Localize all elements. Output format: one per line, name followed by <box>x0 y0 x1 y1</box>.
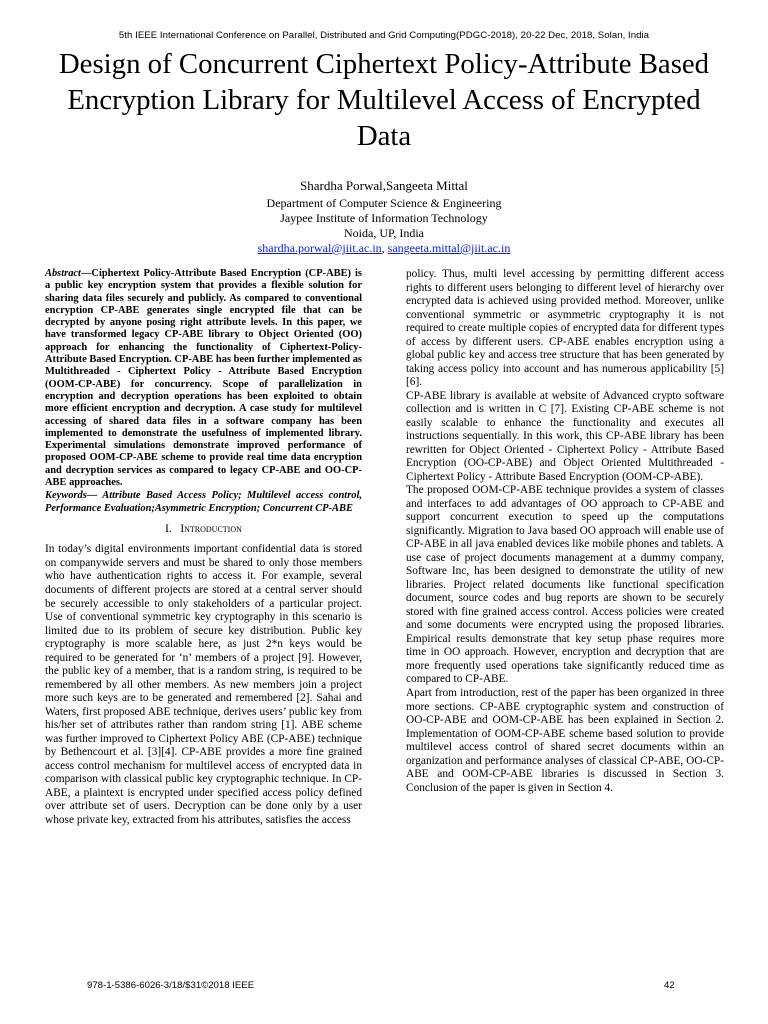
body-paragraph-4: Apart from introduction, rest of the paper has been organized in three more sections. CP-ABE cryptographic system and construction of OO-CP-ABE and OOM-CP-ABE has been explained in Section 2. Implementation of OOM-CP-ABE scheme based solution to provide multilevel access control of shared secret documents within an organization and performance analyses of classical CP-ABE, OO-CP-ABE and OOM-CP-ABE libraries is discussed in Section 3. Conclusion of the paper is given in Section 4. <box>406 686 724 794</box>
section-heading-introduction <box>45 523 362 537</box>
affiliation-location: Noida, UP, India <box>344 226 424 240</box>
email-separator: , <box>381 241 388 255</box>
body-paragraph-2: CP-ABE library is available at website of Advanced crypto software collection and is written in C [7]. Existing CP-ABE scheme is not easily scalable to enhance the functionality and executes all instructions sequentially. In this work, this CP-ABE library has been rewritten for Object Oriented - Ciphertext Policy - Attribute Based Encryption (OO-CP-ABE) and Object Oriented Multithreaded - Ciphertext Policy - Attribute Based Encryption (OOM-CP-ABE). <box>406 389 724 483</box>
abstract-label: Abstract <box>45 268 81 279</box>
conference-header: 5th IEEE International Conference on Parallel, Distributed and Grid Computing(PDGC-2018), 20-22 Dec, 2018, Solan, India <box>118 30 650 41</box>
author-names: Shardha Porwal,Sangeeta Mittal <box>300 178 468 193</box>
section-number: I. <box>165 522 172 535</box>
body-paragraph-3: The proposed OOM-CP-ABE technique provides a system of classes and interfaces to add advantages of OO approach to CP-ABE and support concurrent execution to speed up the computations significantly. Migration to Java based OO approach will enable use of CP-ABE in all java enabled devices like mobile phones and tablets. A use case of project documents management at a dummy company, Software Inc, has been designed to demonstrate the utility of new libraries. Project related documents like functional specification document, source codes and bug reports are shown to be securely stored with fine grained access control. Access policies were created and some documents were encrypted using the proposed libraries. Empirical results demonstrate that key setup phase requires more time in OO approach. However, encryption and decryption that are more frequently used operations take significantly reduced time as compared to CP-ABE. <box>406 484 724 686</box>
abstract-text: —Ciphertext Policy-Attribute Based Encryption (CP-ABE) is a public key encryption system that provides a flexible solution for sharing data files securely and publicly. As compared to conventional encryption CP-ABE generates single encrypted file that can be decrypted by anyone posing right attribute levels. In this paper, we have transformed legacy CP-ABE library to Object Oriented (OO) approach for enhancing the functionality of Ciphertext-Policy-Attribute Based Encryption. CP-ABE has been further implemented as Multithreaded - Ciphertext Policy - Attribute Based Encryption (OOM-CP-ABE) for concurrency. Scope of parallelization in encryption and decryption operations has been exploited to obtain more efficient encryption and decryption. A case study for multilevel accessing of shared data files in a software company has been implemented to demonstrate the usefulness of implemented library. Experimental simulations demonstrate improved performance of proposed OOM-CP-ABE scheme to provide real time data encryption and decryption services as compared to legacy CP-ABE and OO-CP-ABE approaches. <box>45 268 362 489</box>
section-title: Introduction <box>180 522 242 535</box>
intro-paragraph-1: In today’s digital environments important confidential data is stored on companywide servers and must be shared to only those members who have authentication rights to access it. For example, several documents of different projects are stored at a central server should be securely accessible to only stakeholders of a particular project. Use of conventional symmetric key cryptography in this scenario is limited due to its problem of secure key distribution. Public key cryptography is more scalable here, as just 2*n keys would be required to be generated for ‘n’ members of a project [9]. However, the public key of a member, that is a random string, is required to be remembered by all other members. As new members join a project more such keys are to be generated and remembered [2]. Sahai and Waters, first proposed ABE technique, derives users’ public key from his/her set of attributes rather than random string [1]. ABE scheme was further improved to Ciphertext Policy ABE (CP-ABE) technique by Bethencourt et al. [3][4]. CP-ABE provides a more fine grained access control mechanism for multilevel access of encrypted data in comparison with classical public key cryptographic technique. In CP-ABE, a plaintext is encrypted under specified access policy defined over attribute set of users. Decryption can be done only by a user whose private key, extracted from his attributes, satisfies the access <box>45 543 362 826</box>
email-link-1[interactable]: shardha.porwal@jiit.ac.in <box>257 241 382 255</box>
email-line <box>0 241 768 256</box>
footer-copyright: 978-1-5386-6026-3/18/$31©2018 IEEE <box>87 980 255 991</box>
right-column <box>406 268 724 795</box>
body-paragraph-1: policy. Thus, multi level accessing by permitting different access rights to different users belonging to different level of hierarchy over encrypted data is achieved using provided method. Moreover, unlike conventional symmetric or asymmetric cryptography it is not required to create multiple copies of encrypted data for different types of access by different users. CP-ABE enables encryption using a global public key and access tree structure that has been generated by taking access policy into account and has numerous applicability [5][6]. <box>406 268 724 389</box>
page-number: 42 <box>664 980 675 991</box>
left-column <box>45 268 362 827</box>
affiliation-institute: Jaypee Institute of Information Technology <box>280 211 488 225</box>
paper-title: Design of Concurrent Ciphertext Policy-Attribute Based Encryption Library for Multilevel Access of Encrypted Data <box>58 48 710 152</box>
keywords: Keywords— Attribute Based Access Policy; Multilevel access control, Performance Evaluation;Asymmetric Encryption; Concurrent CP-ABE <box>45 490 362 514</box>
email-link-2[interactable]: sangeeta.mittal@jiit.ac.in <box>387 241 511 255</box>
affiliation-department: Department of Computer Science & Engineering <box>266 196 502 210</box>
abstract <box>45 268 362 489</box>
affiliation-block <box>0 196 768 256</box>
